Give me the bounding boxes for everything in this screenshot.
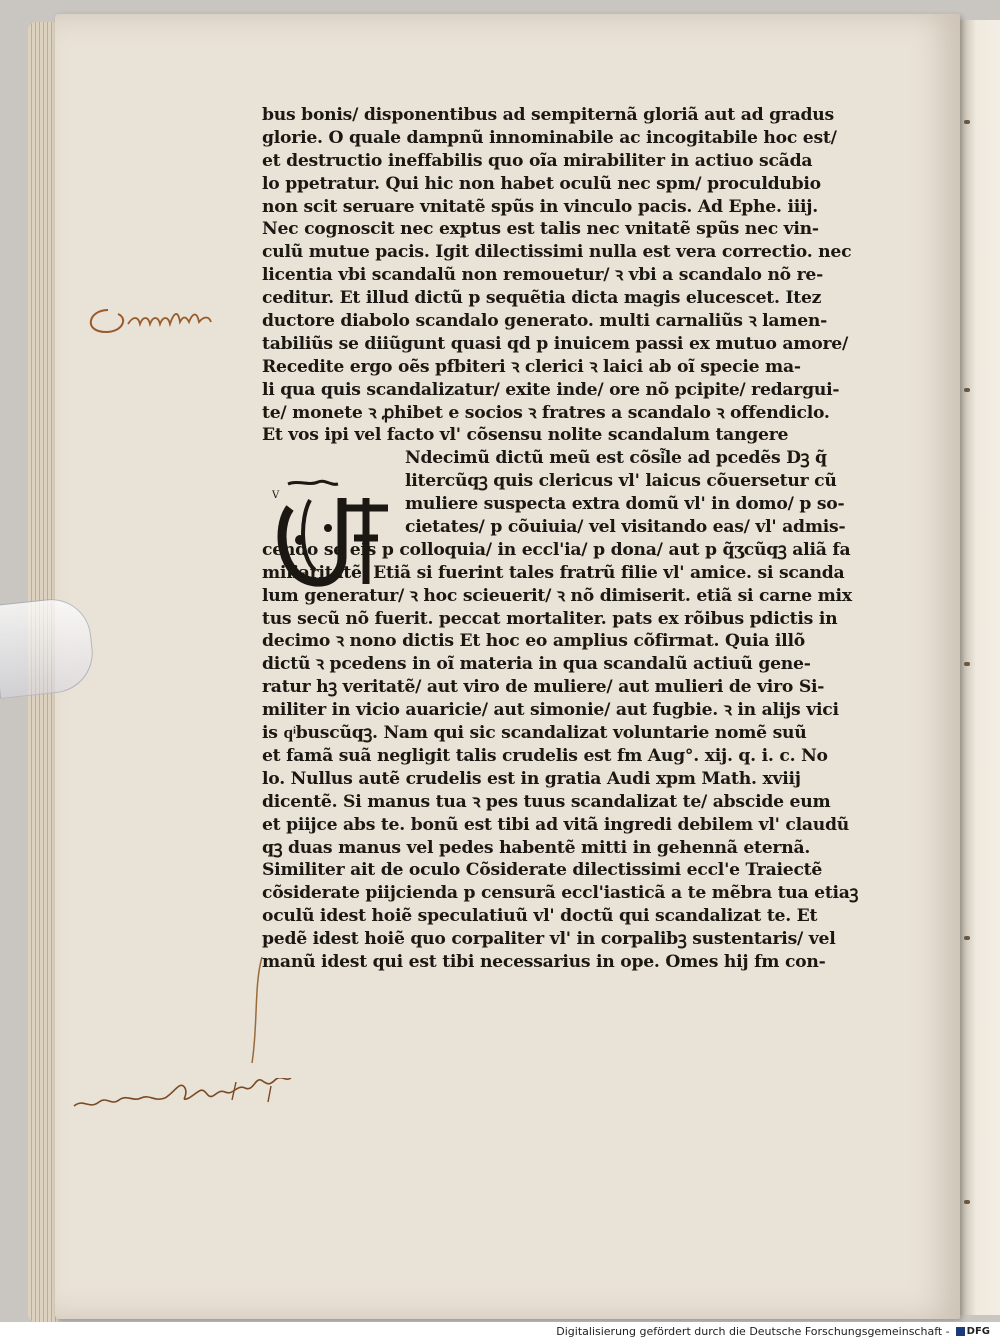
text-section-bottom	[262, 539, 887, 974]
binding-thread	[964, 120, 970, 124]
text-line: cõsiderate piijcienda p censurã eccl'iasticã a te mẽbra tua etiaꝫ	[262, 883, 859, 904]
text-line: militer in vicio auaricie/ aut simonie/ aut fugbie. ꝛ in alijs vici	[262, 700, 839, 721]
text-line: non scit seruare vnitatẽ spũs in vinculo pacis. Ad Ephe. iiij.	[262, 196, 819, 217]
binding-thread	[964, 936, 970, 940]
text-line: et piijce abs te. bonũ est tibi ad vitã ingredi debilem vl' claudũ	[262, 814, 850, 835]
text-line: is qͥbuscũqꝫ. Nam qui sic scandalizat voluntarie nomẽ suũ	[262, 723, 807, 744]
text-line: et famã suã negligit talis crudelis est fm Aug°. xij. q. i. c. No	[262, 745, 828, 766]
text-line: et destructio ineffabilis quo oĩa mirabiliter in actiuo scãda	[262, 150, 813, 171]
dfg-logo-icon	[956, 1327, 965, 1336]
text-section-top	[262, 104, 887, 447]
text-line: cendo se eis p colloquia/ in eccl'ia/ p dona/ aut p q̃ʒcũqꝫ aliã fa	[262, 539, 851, 560]
text-line: ductore diabolo scandalo generato. multi carnaliũs ꝛ lamen-	[262, 311, 828, 332]
text-line: te/ monete ꝛ ꝓhibet e socios ꝛ fratres a scandalo ꝛ offendiclo.	[262, 402, 830, 423]
binding-thread	[964, 1200, 970, 1204]
text-line: ratur hꝫ veritatẽ/ aut viro de muliere/ aut mulieri de viro Si-	[262, 677, 825, 698]
margin-scribble	[72, 1078, 337, 1118]
footer-bar	[0, 1322, 1000, 1341]
text-line: tus secũ nõ fuerit. peccat mortaliter. pats ex rõibus pdictis in	[262, 608, 838, 629]
text-line: litercũqꝫ quis clericus vl' laicus cõuersetur cũ	[405, 471, 837, 492]
text-line: cietates/ p cõuiuia/ vel visitando eas/ vl' admis-	[405, 517, 846, 538]
facing-page-edge	[960, 20, 1000, 1315]
text-line: bus bonis/ disponentibus ad sempiternã gloriã aut ad gradus	[262, 105, 834, 125]
text-line: miliaritatẽ. Etiã si fuerint tales fratrũ filie vl' amice. si scanda	[262, 562, 845, 583]
svg-text:V: V	[272, 490, 280, 501]
text-line: pedẽ idest hoiẽ quo corpaliter vl' in corpalibꝫ sustentaris/ vel	[262, 929, 836, 950]
main-text	[262, 104, 887, 974]
text-line: tabiliũs se diiũgunt quasi qd p inuicem passi ex mutuo amore/	[262, 333, 848, 354]
text-line: decimo ꝛ nono dictis Et hoc eo amplius cõfirmat. Quia illõ	[262, 631, 805, 652]
text-line: muliere suspecta extra domũ vl' in domo/ p so-	[405, 494, 845, 515]
dfg-logo-text: DFG	[966, 1326, 990, 1337]
text-line: Et vos ipi vel facto vl' cõsensu nolite scandalum tangere	[262, 425, 789, 446]
text-line: lo ppetratur. Qui hic non habet oculũ nec spm/ proculdubio	[262, 173, 821, 194]
text-section-initial	[262, 447, 887, 539]
text-line: li qua quis scandalizatur/ exite inde/ ore nõ pcipite/ redargui-	[262, 379, 840, 400]
dfg-logo	[956, 1326, 990, 1337]
text-line: lum generatur/ ꝛ hoc scieuerit/ ꝛ nõ dimiserit. etiã si carne mix	[262, 585, 852, 606]
text-line: dictũ ꝛ pcedens in oĩ materia in qua scandalũ actiuũ gene-	[262, 654, 811, 675]
text-line: culũ mutue pacis. Igit dilectissimi nulla est vera correctio. nec	[262, 242, 852, 263]
binding-thread	[964, 662, 970, 666]
text-line: lo. Nullus autẽ crudelis est in gratia Audi xpm Math. xviij	[262, 768, 801, 789]
text-line: Recedite ergo oẽs pfbiteri ꝛ clerici ꝛ laici ab oĩ specie ma-	[262, 356, 801, 377]
text-line: manũ idest qui est tibi necessarius in ope. Omes hij fm con-	[262, 951, 826, 972]
text-line: Nec cognoscit nec exptus est talis nec vnitatẽ spũs nec vin-	[262, 219, 819, 240]
text-line: licentia vbi scandalũ non remouetur/ ꝛ vbi a scandalo nõ re-	[262, 265, 824, 286]
text-line: oculũ idest hoiẽ speculatiuũ vl' doctũ qui scandalizat te. Et	[262, 906, 818, 927]
margin-annotation	[78, 300, 238, 340]
binding-thread	[964, 388, 970, 392]
text-line: dicentẽ. Si manus tua ꝛ pes tuus scandalizat te/ abscide eum	[262, 791, 831, 812]
text-line: qꝫ duas manus vel pedes habentẽ mitti in gehennã eternã.	[262, 837, 811, 858]
text-line: glorie. O quale dampnũ innominabile ac incogitabile hoc est/	[262, 127, 837, 148]
text-line: Ndecimũ dictũ meũ est cõsi͂le ad pcedẽs Dꝫ q̃	[405, 448, 827, 469]
text-line: ceditur. Et illud dictũ p sequẽtia dicta magis elucescet. Itez	[262, 288, 822, 309]
text-line: Similiter ait de oculo Cõsiderate dilectissimi eccl'e Traiectẽ	[262, 860, 823, 881]
footer-credit: Digitalisierung gefördert durch die Deutsche Forschungsgemeinschaft -	[556, 1325, 950, 1338]
